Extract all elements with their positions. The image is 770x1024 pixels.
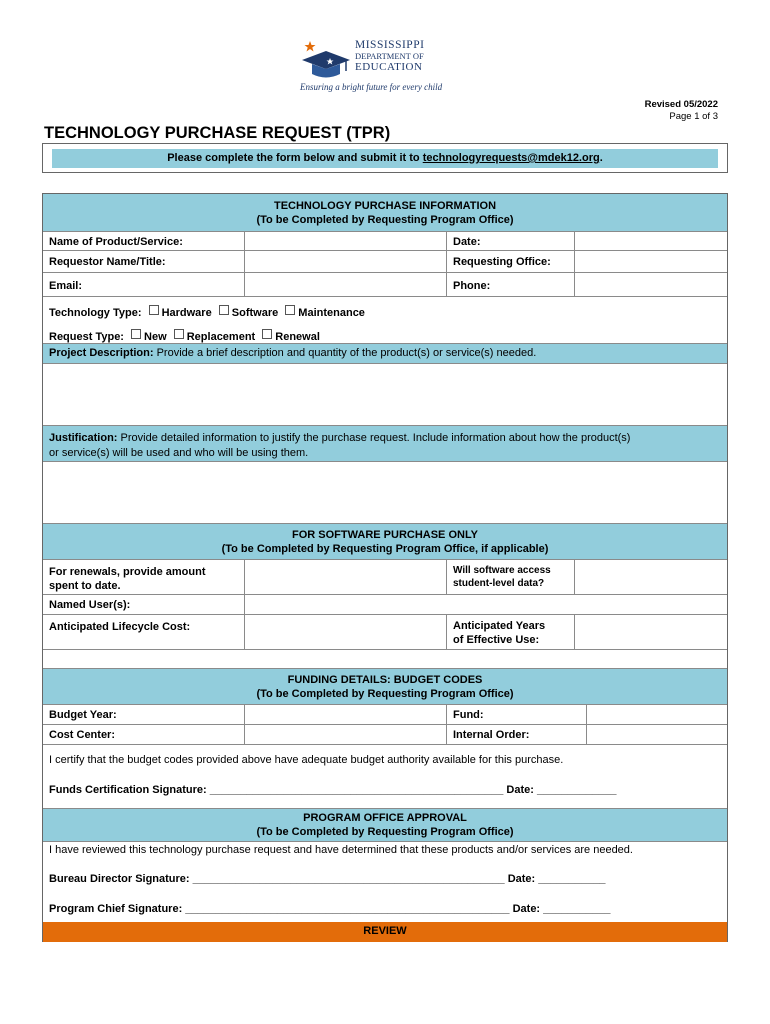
spacer-row — [43, 650, 727, 669]
section-title: PROGRAM OFFICE APPROVAL — [303, 812, 467, 824]
submit-notice — [52, 149, 718, 168]
renewal-label: Renewal — [275, 331, 320, 343]
email-field[interactable] — [244, 273, 447, 296]
requestor-field[interactable] — [244, 251, 447, 272]
justification-field[interactable] — [43, 462, 727, 524]
student-data-label-1: Will software access — [453, 565, 551, 576]
justification-text — [49, 431, 630, 461]
hardware-label: Hardware — [161, 307, 212, 319]
notice-end: . — [599, 152, 603, 164]
funds-signature-line[interactable]: Funds Certification Signature: ________________________________________________ Date: _____________ — [49, 784, 617, 796]
project-description-field[interactable] — [43, 364, 727, 426]
bureau-director-signature-line[interactable]: Bureau Director Signature: ___________________________________________________ Date: ___________ — [49, 873, 606, 885]
review-statement: I have reviewed this technology purchase request and have determined that these products and/or services are needed. — [49, 844, 633, 856]
section-subtitle: (To be Completed by Requesting Program Office) — [256, 214, 514, 226]
row-name-date — [43, 232, 727, 251]
requestor-label: Requestor Name/Title: — [49, 256, 166, 268]
renewal-checkbox[interactable] — [262, 329, 272, 339]
section-subtitle: (To be Completed by Requesting Program Office) — [256, 688, 514, 700]
request-type-group — [49, 329, 320, 343]
revision-date: Revised 05/2022 — [644, 99, 718, 110]
logo-tagline: Ensuring a bright future for every child — [300, 82, 443, 92]
software-checkbox[interactable] — [219, 305, 229, 315]
row-request-type — [43, 321, 727, 344]
new-checkbox[interactable] — [131, 329, 141, 339]
student-data-field[interactable] — [574, 560, 727, 594]
technology-type-label: Technology Type: — [49, 307, 142, 319]
years-label-2: of Effective Use: — [453, 634, 540, 646]
review-button[interactable]: REVIEW — [43, 922, 727, 942]
project-description-label: Project Description: — [49, 347, 154, 359]
justification-label: Justification: — [49, 432, 118, 444]
cost-center-label: Cost Center: — [49, 729, 116, 741]
row-named-users — [43, 595, 727, 615]
lifecycle-label: Anticipated Lifecycle Cost: — [49, 621, 191, 633]
justification-instructions-2: or service(s) will be used and who will be using them. — [49, 447, 309, 459]
name-label: Name of Product/Service: — [49, 236, 183, 248]
date-field[interactable] — [574, 232, 727, 250]
logo-line-2: DEPARTMENT OF — [355, 51, 424, 61]
student-data-label-2: student-level data? — [453, 578, 545, 589]
purchase-request-form — [42, 193, 728, 942]
justification-instructions-1: Provide detailed information to justify the purchase request. Include information about how the product(s) — [117, 432, 631, 444]
graduation-cap-icon — [300, 38, 352, 82]
new-label: New — [144, 331, 167, 343]
mde-logo — [300, 32, 443, 94]
email-label: Email: — [49, 280, 83, 292]
section-header-approval — [43, 809, 727, 842]
named-users-label: Named User(s): — [49, 599, 131, 611]
renewals-label-1: For renewals, provide amount — [49, 566, 206, 578]
row-budget-year-fund — [43, 705, 727, 725]
fund-field[interactable] — [586, 705, 727, 724]
project-description-line — [49, 347, 536, 359]
logo-line-3: EDUCATION — [355, 61, 423, 73]
row-funds-certification — [43, 745, 727, 809]
project-description-instructions: Provide a brief description and quantity of the product(s) or service(s) needed. — [153, 347, 537, 359]
page-number: Page 1 of 3 — [669, 111, 718, 122]
program-chief-signature-line[interactable]: Program Chief Signature: _____________________________________________________ Date: ___________ — [49, 903, 611, 915]
lifecycle-cost-field[interactable] — [244, 615, 447, 649]
section-header-funding — [43, 669, 727, 705]
section-subtitle: (To be Completed by Requesting Program Office) — [256, 826, 514, 838]
email-link[interactable]: technologyrequests@mdek12.org — [422, 152, 600, 164]
technology-type-group — [49, 305, 365, 319]
hardware-checkbox[interactable] — [149, 305, 159, 315]
renewals-amount-field[interactable] — [244, 560, 447, 594]
office-field[interactable] — [574, 251, 727, 272]
replacement-checkbox[interactable] — [174, 329, 184, 339]
justification-header — [43, 426, 727, 462]
years-label — [447, 615, 575, 649]
cost-center-field[interactable] — [244, 725, 447, 744]
row-renewals-student-data — [43, 560, 727, 595]
row-technology-type — [43, 297, 727, 321]
section-header-tech-info — [43, 194, 727, 232]
student-data-label — [447, 560, 575, 594]
budget-year-label: Budget Year: — [49, 709, 117, 721]
fund-label: Fund: — [453, 709, 484, 721]
phone-label: Phone: — [453, 280, 491, 292]
date-label: Date: — [453, 236, 481, 248]
budget-year-field[interactable] — [244, 705, 447, 724]
section-subtitle: (To be Completed by Requesting Program Office, if applicable) — [221, 543, 549, 555]
internal-order-label: Internal Order: — [453, 729, 530, 741]
maintenance-checkbox[interactable] — [285, 305, 295, 315]
row-approval-signatures — [43, 842, 727, 922]
section-title: TECHNOLOGY PURCHASE INFORMATION — [273, 200, 497, 212]
section-title: FOR SOFTWARE PURCHASE ONLY — [292, 529, 478, 541]
phone-field[interactable] — [574, 273, 727, 296]
notice-text: Please complete the form below and submit it to — [167, 152, 423, 164]
form-title: TECHNOLOGY PURCHASE REQUEST (TPR) — [44, 124, 391, 142]
row-cost-center-order — [43, 725, 727, 745]
logo-line-1: MISSISSIPPI — [355, 39, 425, 51]
years-label-1: Anticipated Years — [453, 620, 546, 632]
request-type-label: Request Type: — [49, 331, 124, 343]
maintenance-label: Maintenance — [298, 307, 365, 319]
section-header-software — [43, 524, 727, 560]
section-title: FUNDING DETAILS: BUDGET CODES — [287, 674, 483, 686]
certify-statement: I certify that the budget codes provided above have adequate budget authority available for this purchase. — [49, 754, 564, 766]
project-description-header — [43, 344, 727, 364]
replacement-label: Replacement — [186, 331, 256, 343]
row-requestor-office — [43, 251, 727, 273]
logo-wordmark — [355, 40, 424, 72]
named-users-field[interactable] — [244, 595, 727, 614]
office-label: Requesting Office: — [453, 256, 551, 268]
product-name-field[interactable] — [244, 232, 447, 250]
years-field[interactable] — [574, 615, 727, 649]
renewals-label-2: spent to date. — [49, 580, 121, 592]
row-lifecycle-years — [43, 615, 727, 650]
software-label: Software — [231, 307, 279, 319]
renewals-label — [43, 560, 243, 594]
row-email-phone — [43, 273, 727, 297]
internal-order-field[interactable] — [586, 725, 727, 744]
